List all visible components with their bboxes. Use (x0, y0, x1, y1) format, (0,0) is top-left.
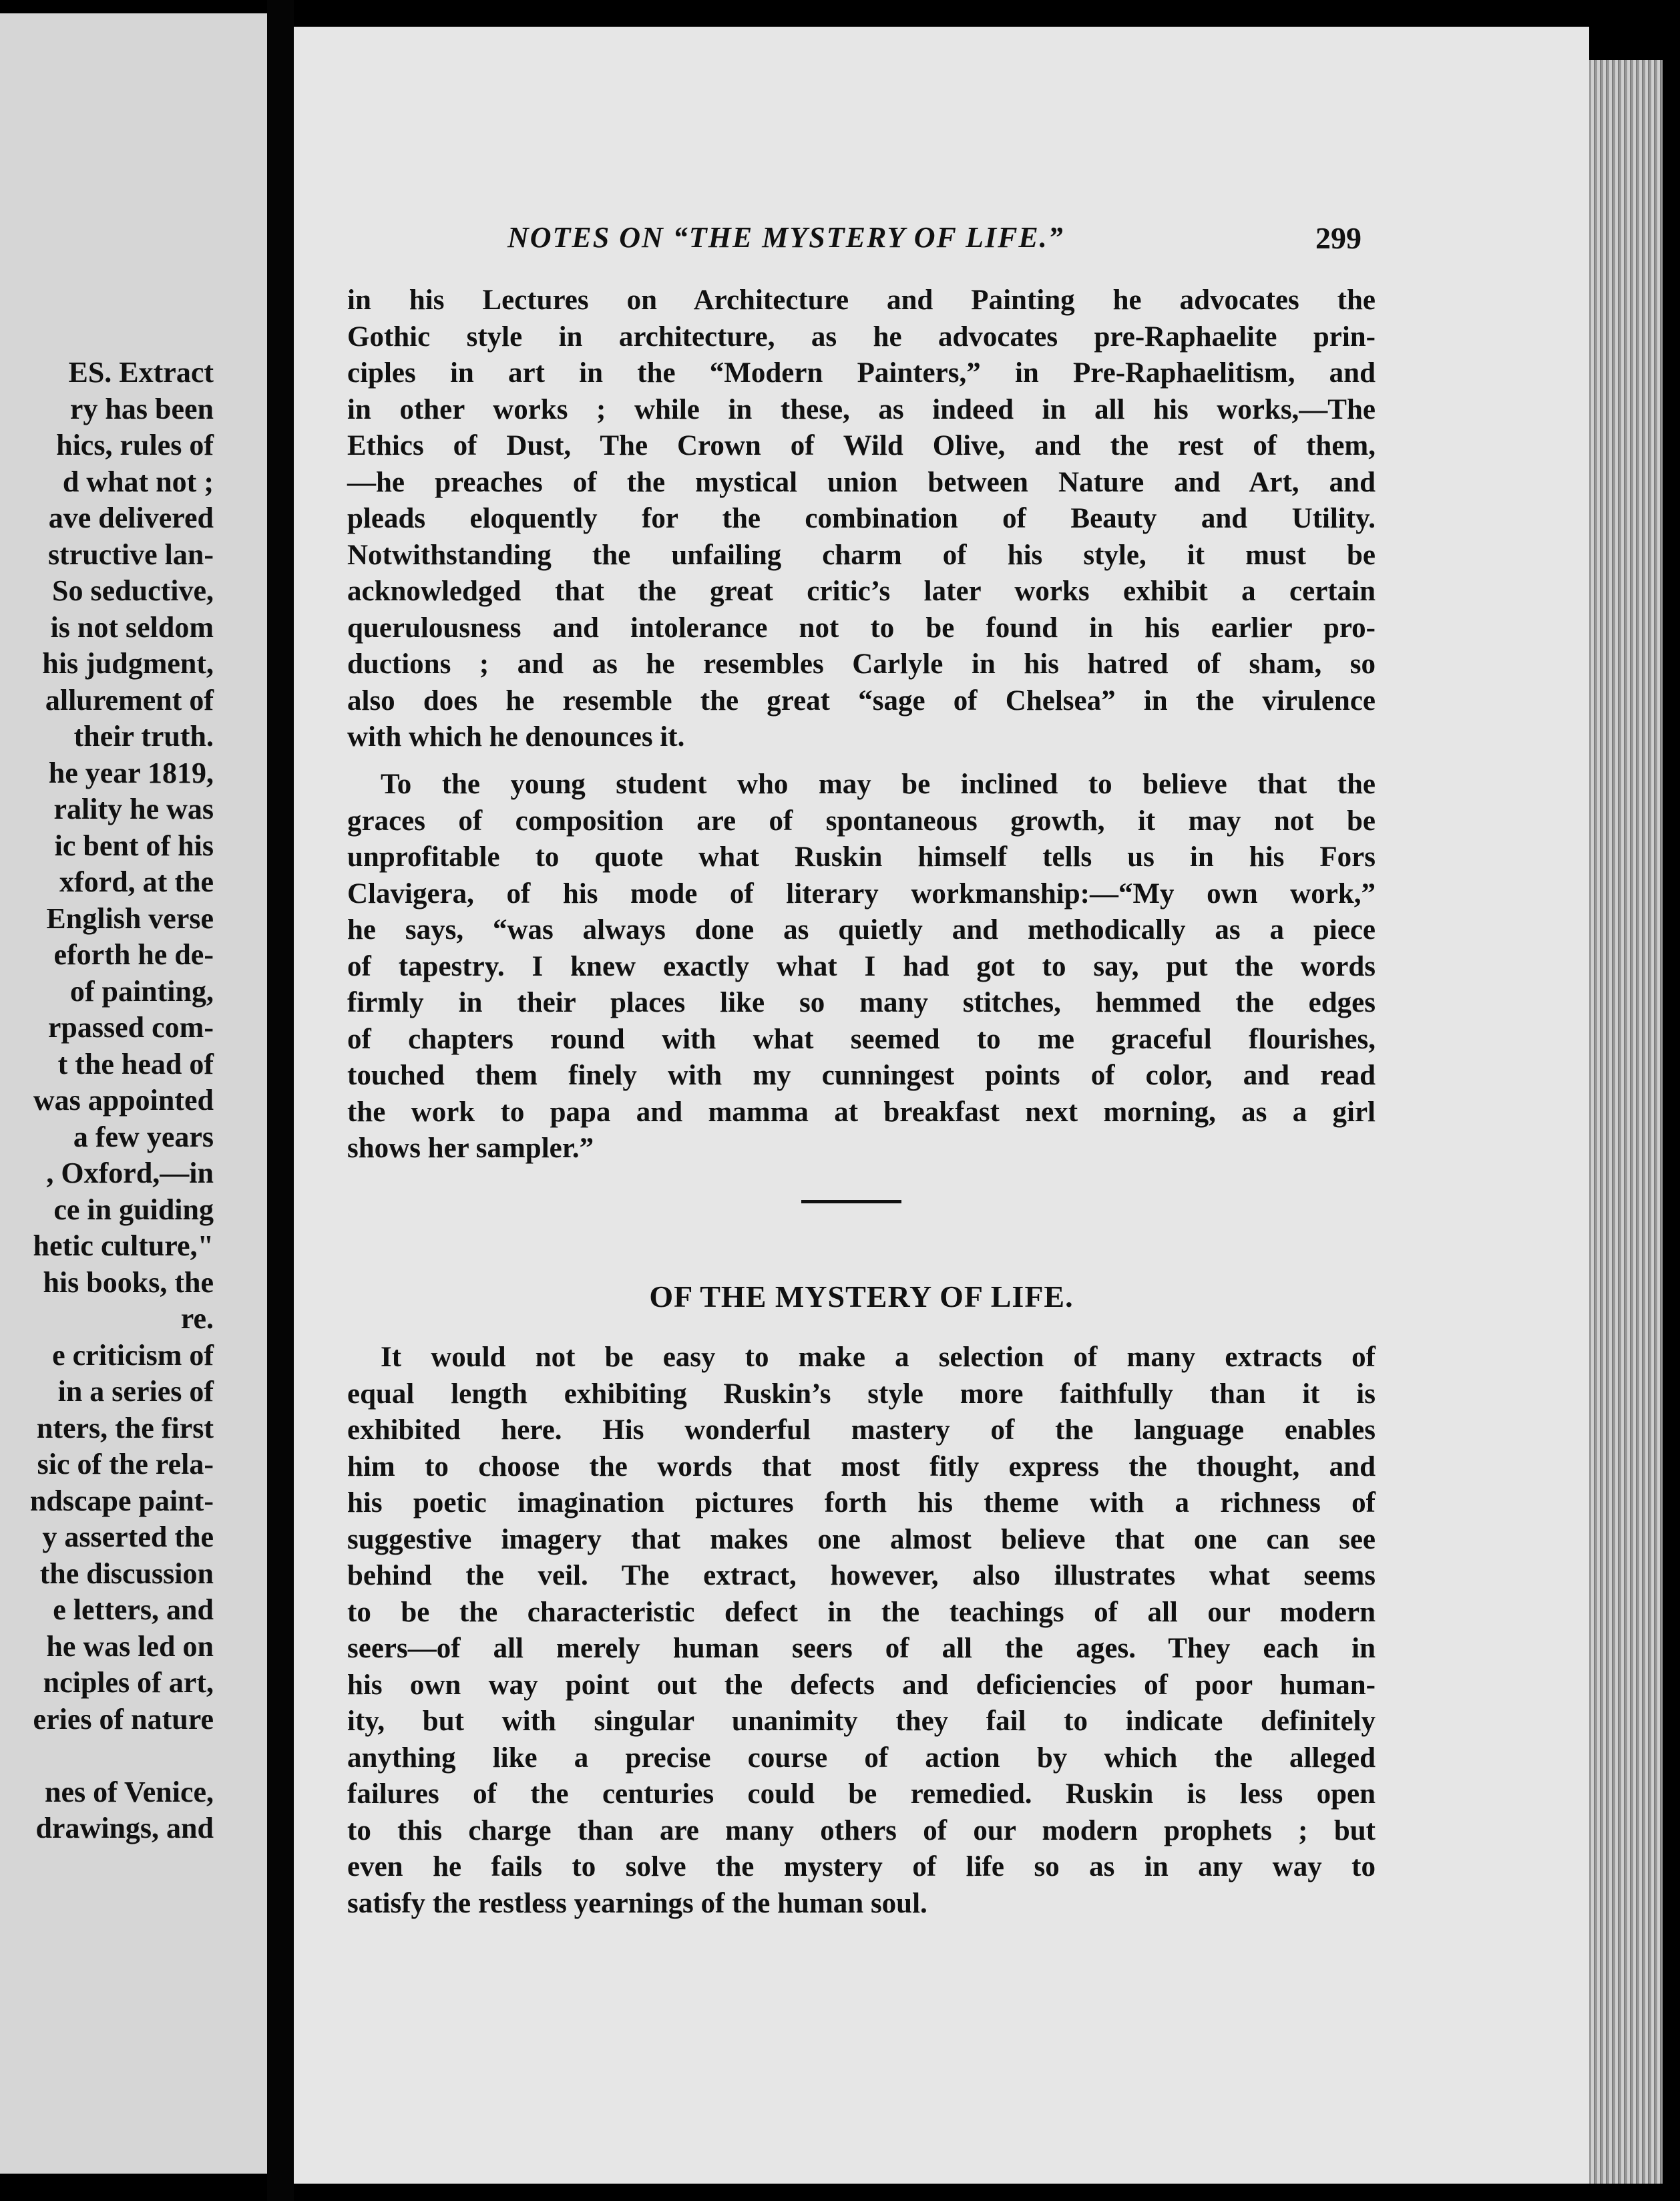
text-line: Notwithstanding the unfailing charm of his style, it must be (347, 539, 1376, 571)
text-line: behind the veil. The extract, however, also illustrates what seems (347, 1560, 1376, 1591)
text-line: ductions ; and as he resembles Carlyle in his hatred of sham, so (347, 648, 1376, 680)
left-page-line: sic of the rela- (37, 1448, 214, 1480)
paragraph-3 (347, 1340, 1376, 1922)
left-page-line: e criticism of (52, 1338, 214, 1372)
left-page-line: allurement of (45, 683, 214, 717)
text-line: touched them finely with my cunningest points of color, and read (347, 1060, 1376, 1091)
text-line: It would not be easy to make a selection of many extracts of (381, 1342, 1376, 1373)
text-line: querulousness and intolerance not to be found in his earlier pro- (347, 612, 1376, 644)
text-line: of tapestry. I knew exactly what I had got to say, put the words (347, 950, 1376, 982)
page-edge (1589, 60, 1663, 2184)
left-page-line: t the head of (57, 1047, 214, 1080)
left-page-line: So seductive, (52, 574, 214, 607)
text-line: equal length exhibiting Ruskin’s style more faithfully than it is (347, 1378, 1376, 1410)
page-number: 299 (1315, 221, 1361, 255)
text-line: to be the characteristic defect in the teachings of all our modern (347, 1596, 1376, 1628)
left-page-line: structive lan- (47, 538, 214, 571)
text-line: to this charge than are many others of our modern prophets ; but (347, 1814, 1376, 1846)
running-head: NOTES ON “THE MYSTERY OF LIFE.” (507, 221, 1064, 254)
text-line: seers—of all merely human seers of all the ages. They each in (347, 1633, 1376, 1664)
left-page-line: was appointed (33, 1084, 214, 1117)
text-line: To the young student who may be inclined to believe that the (381, 769, 1376, 800)
left-page-line: xford, at the (59, 865, 214, 898)
left-page-line: of painting, (69, 974, 214, 1008)
left-page-line: their truth. (73, 720, 214, 753)
left-page-line: re. (180, 1302, 214, 1335)
left-page-line: the discussion (39, 1557, 214, 1590)
text-line: in other works ; while in these, as indeed in all his works,—The (347, 393, 1376, 425)
left-page-line: ry has been (69, 392, 214, 425)
left-page-line: ES. Extract (68, 356, 214, 389)
left-page-line: d what not ; (62, 465, 214, 498)
left-page-line: hetic culture," (33, 1229, 214, 1262)
text-line: failures of the centuries could be remedied. Ruskin is less open (347, 1778, 1376, 1810)
text-line: anything like a precise course of action by which the alleged (347, 1742, 1376, 1774)
text-line: Gothic style in architecture, as he advocates pre-Raphaelite prin- (347, 321, 1376, 353)
paragraph-1 (347, 282, 1376, 756)
text-line: shows her sampler.” (347, 1133, 594, 1164)
left-page-line: ndscape paint- (29, 1484, 214, 1517)
text-line: his own way point out the defects and deficiencies of poor human- (347, 1669, 1376, 1701)
left-page-line: e letters, and (53, 1593, 214, 1626)
left-page-line: he was led on (46, 1629, 214, 1663)
left-page-line: hics, rules of (56, 429, 214, 461)
text-line: pleads eloquently for the combination of Beauty and Utility. (347, 503, 1376, 534)
text-line: also does he resemble the great “sage of Chelsea” in the virulence (347, 684, 1376, 717)
left-page-line: rality he was (53, 793, 214, 825)
text-line: Clavigera, of his mode of literary workmanship:—“My own work,” (347, 877, 1376, 910)
text-line: Ethics of Dust, The Crown of Wild Olive, and the rest of them, (347, 430, 1376, 461)
left-page-line: nciples of art, (43, 1666, 214, 1699)
left-page-line: his judgment, (42, 647, 214, 680)
left-page (0, 13, 267, 2174)
text-line: unprofitable to quote what Ruskin himself tells us in his Fors (347, 841, 1376, 873)
text-line: of chapters round with what seemed to me graceful flourishes, (347, 1023, 1376, 1055)
left-page-line: nes of Venice, (45, 1775, 214, 1808)
book-gutter (267, 0, 294, 2201)
left-page-line: drawings, and (35, 1812, 214, 1844)
left-page-line: ce in guiding (53, 1193, 214, 1226)
text-line: graces of composition are of spontaneous growth, it may not be (347, 805, 1376, 837)
text-line: his poetic imagination pictures forth his theme with a richness of (347, 1487, 1376, 1519)
left-page-line: , Oxford,—in (46, 1157, 214, 1189)
paragraph-2 (347, 767, 1376, 1167)
left-page-line: ave delivered (48, 502, 214, 534)
left-page-line: nters, the first (36, 1411, 214, 1444)
left-page-line: ic bent of his (54, 829, 214, 862)
left-page-line: is not seldom (50, 610, 214, 644)
text-line: firmly in their places like so many stitches, hemmed the edges (347, 987, 1376, 1018)
left-page-line: in a series of (57, 1375, 214, 1408)
text-line: ciples in art in the “Modern Painters,” in Pre-Raphaelitism, and (347, 357, 1376, 389)
text-line: the work to papa and mamma at breakfast next morning, as a girl (347, 1096, 1376, 1128)
text-line: suggestive imagery that makes one almost believe that one can see (347, 1523, 1376, 1555)
section-title: OF THE MYSTERY OF LIFE. (649, 1279, 1074, 1314)
left-page-line: rpassed com- (47, 1011, 214, 1044)
left-page-line: a few years (73, 1120, 214, 1153)
text-line: —he preaches of the mystical union between Nature and Art, and (347, 466, 1376, 498)
text-line: in his Lectures on Architecture and Painting he advocates the (347, 284, 1376, 316)
text-line: acknowledged that the great critic’s later works exhibit a certain (347, 576, 1376, 607)
text-line: even he fails to solve the mystery of life so as in any way to (347, 1851, 1376, 1882)
section-rule (801, 1200, 901, 1203)
text-line: satisfy the restless yearnings of the human soul. (347, 1887, 927, 1919)
left-page-line: English verse (46, 902, 214, 935)
right-page (294, 27, 1589, 2184)
left-page-line: eries of nature (33, 1702, 214, 1736)
left-page-line: y asserted the (42, 1521, 214, 1553)
left-page-line: he year 1819, (48, 756, 214, 789)
text-line: with which he denounces it. (347, 721, 685, 753)
text-line: ity, but with singular unanimity they fail to indicate definitely (347, 1706, 1376, 1737)
text-line: exhibited here. His wonderful mastery of the language enables (347, 1414, 1376, 1446)
text-line: him to choose the words that most fitly express the thought, and (347, 1450, 1376, 1482)
left-page-line: his books, the (43, 1265, 214, 1299)
left-page-line: eforth he de- (53, 938, 214, 971)
text-line: he says, “was always done as quietly and methodically as a piece (347, 914, 1376, 946)
